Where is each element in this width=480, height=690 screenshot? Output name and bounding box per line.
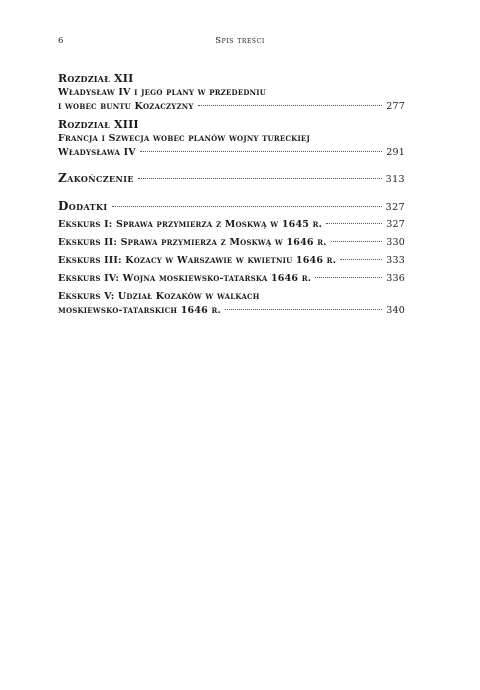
toc-entry-chapter-12 xyxy=(58,72,405,114)
toc-entry-appendices xyxy=(58,198,405,216)
page-ref: 327 xyxy=(385,202,405,213)
toc-entry-excursus-5 xyxy=(58,290,405,318)
page-number: 6 xyxy=(58,36,65,46)
chapter-title: Francja i Szwecja wobec planów wojny tureckiej xyxy=(58,133,310,144)
chapter-label: Rozdział XII xyxy=(58,72,134,85)
toc-line xyxy=(58,86,405,100)
toc-entry-excursus-2 xyxy=(58,236,405,250)
page-ref: 333 xyxy=(386,255,405,266)
excursus-title: Ekskurs III: Kozacy w Warszawie w kwietniu 1646 r. xyxy=(58,255,337,266)
page-ref: 277 xyxy=(386,101,405,112)
chapter-title: Władysław IV i jego plany w przededniu xyxy=(58,87,267,98)
page-ref: 313 xyxy=(385,174,405,185)
table-of-contents xyxy=(58,72,405,318)
toc-line xyxy=(58,304,405,318)
toc-line xyxy=(58,132,405,146)
dot-leader xyxy=(326,223,382,224)
excursus-title: Ekskurs IV: Wojna moskiewsko-tatarska 1646 r. xyxy=(58,273,312,284)
dot-leader xyxy=(331,241,383,242)
toc-entry-excursus-1 xyxy=(58,218,405,232)
dot-leader xyxy=(138,178,382,179)
toc-entry-excursus-3 xyxy=(58,254,405,268)
dot-leader xyxy=(315,277,382,278)
excursus-title-cont: moskiewsko-tatarskich 1646 r. xyxy=(58,305,221,316)
dot-leader xyxy=(112,206,382,207)
excursus-title: Ekskurs V: Udział Kozaków w walkach xyxy=(58,291,260,302)
chapter-label: Rozdział XIII xyxy=(58,118,139,131)
toc-line xyxy=(58,146,405,160)
dot-leader xyxy=(140,151,382,152)
section-title: Dodatki xyxy=(58,199,108,213)
page-ref: 336 xyxy=(386,273,405,284)
dot-leader xyxy=(225,309,382,310)
running-title: Spis treści xyxy=(215,36,265,46)
chapter-title-cont: i wobec buntu Kozaczyzny xyxy=(58,101,194,112)
page-header xyxy=(58,36,422,50)
page-ref: 330 xyxy=(386,237,405,248)
section-title: Zakończenie xyxy=(58,171,134,185)
page-ref: 291 xyxy=(386,147,405,158)
toc-entry-chapter-13 xyxy=(58,118,405,160)
page-ref: 327 xyxy=(386,219,405,230)
dot-leader xyxy=(198,105,383,106)
toc-entry-conclusion xyxy=(58,170,405,188)
toc-line xyxy=(58,100,405,114)
chapter-title-cont: Władysława IV xyxy=(58,147,136,158)
toc-entry-excursus-4 xyxy=(58,272,405,286)
excursus-title: Ekskurs II: Sprawa przymierza z Moskwą w 1646 r. xyxy=(58,237,327,248)
page-ref: 340 xyxy=(386,305,405,316)
excursus-title: Ekskurs I: Sprawa przymierza z Moskwą w 1645 r. xyxy=(58,219,323,230)
dot-leader xyxy=(340,259,382,260)
toc-line xyxy=(58,290,405,304)
